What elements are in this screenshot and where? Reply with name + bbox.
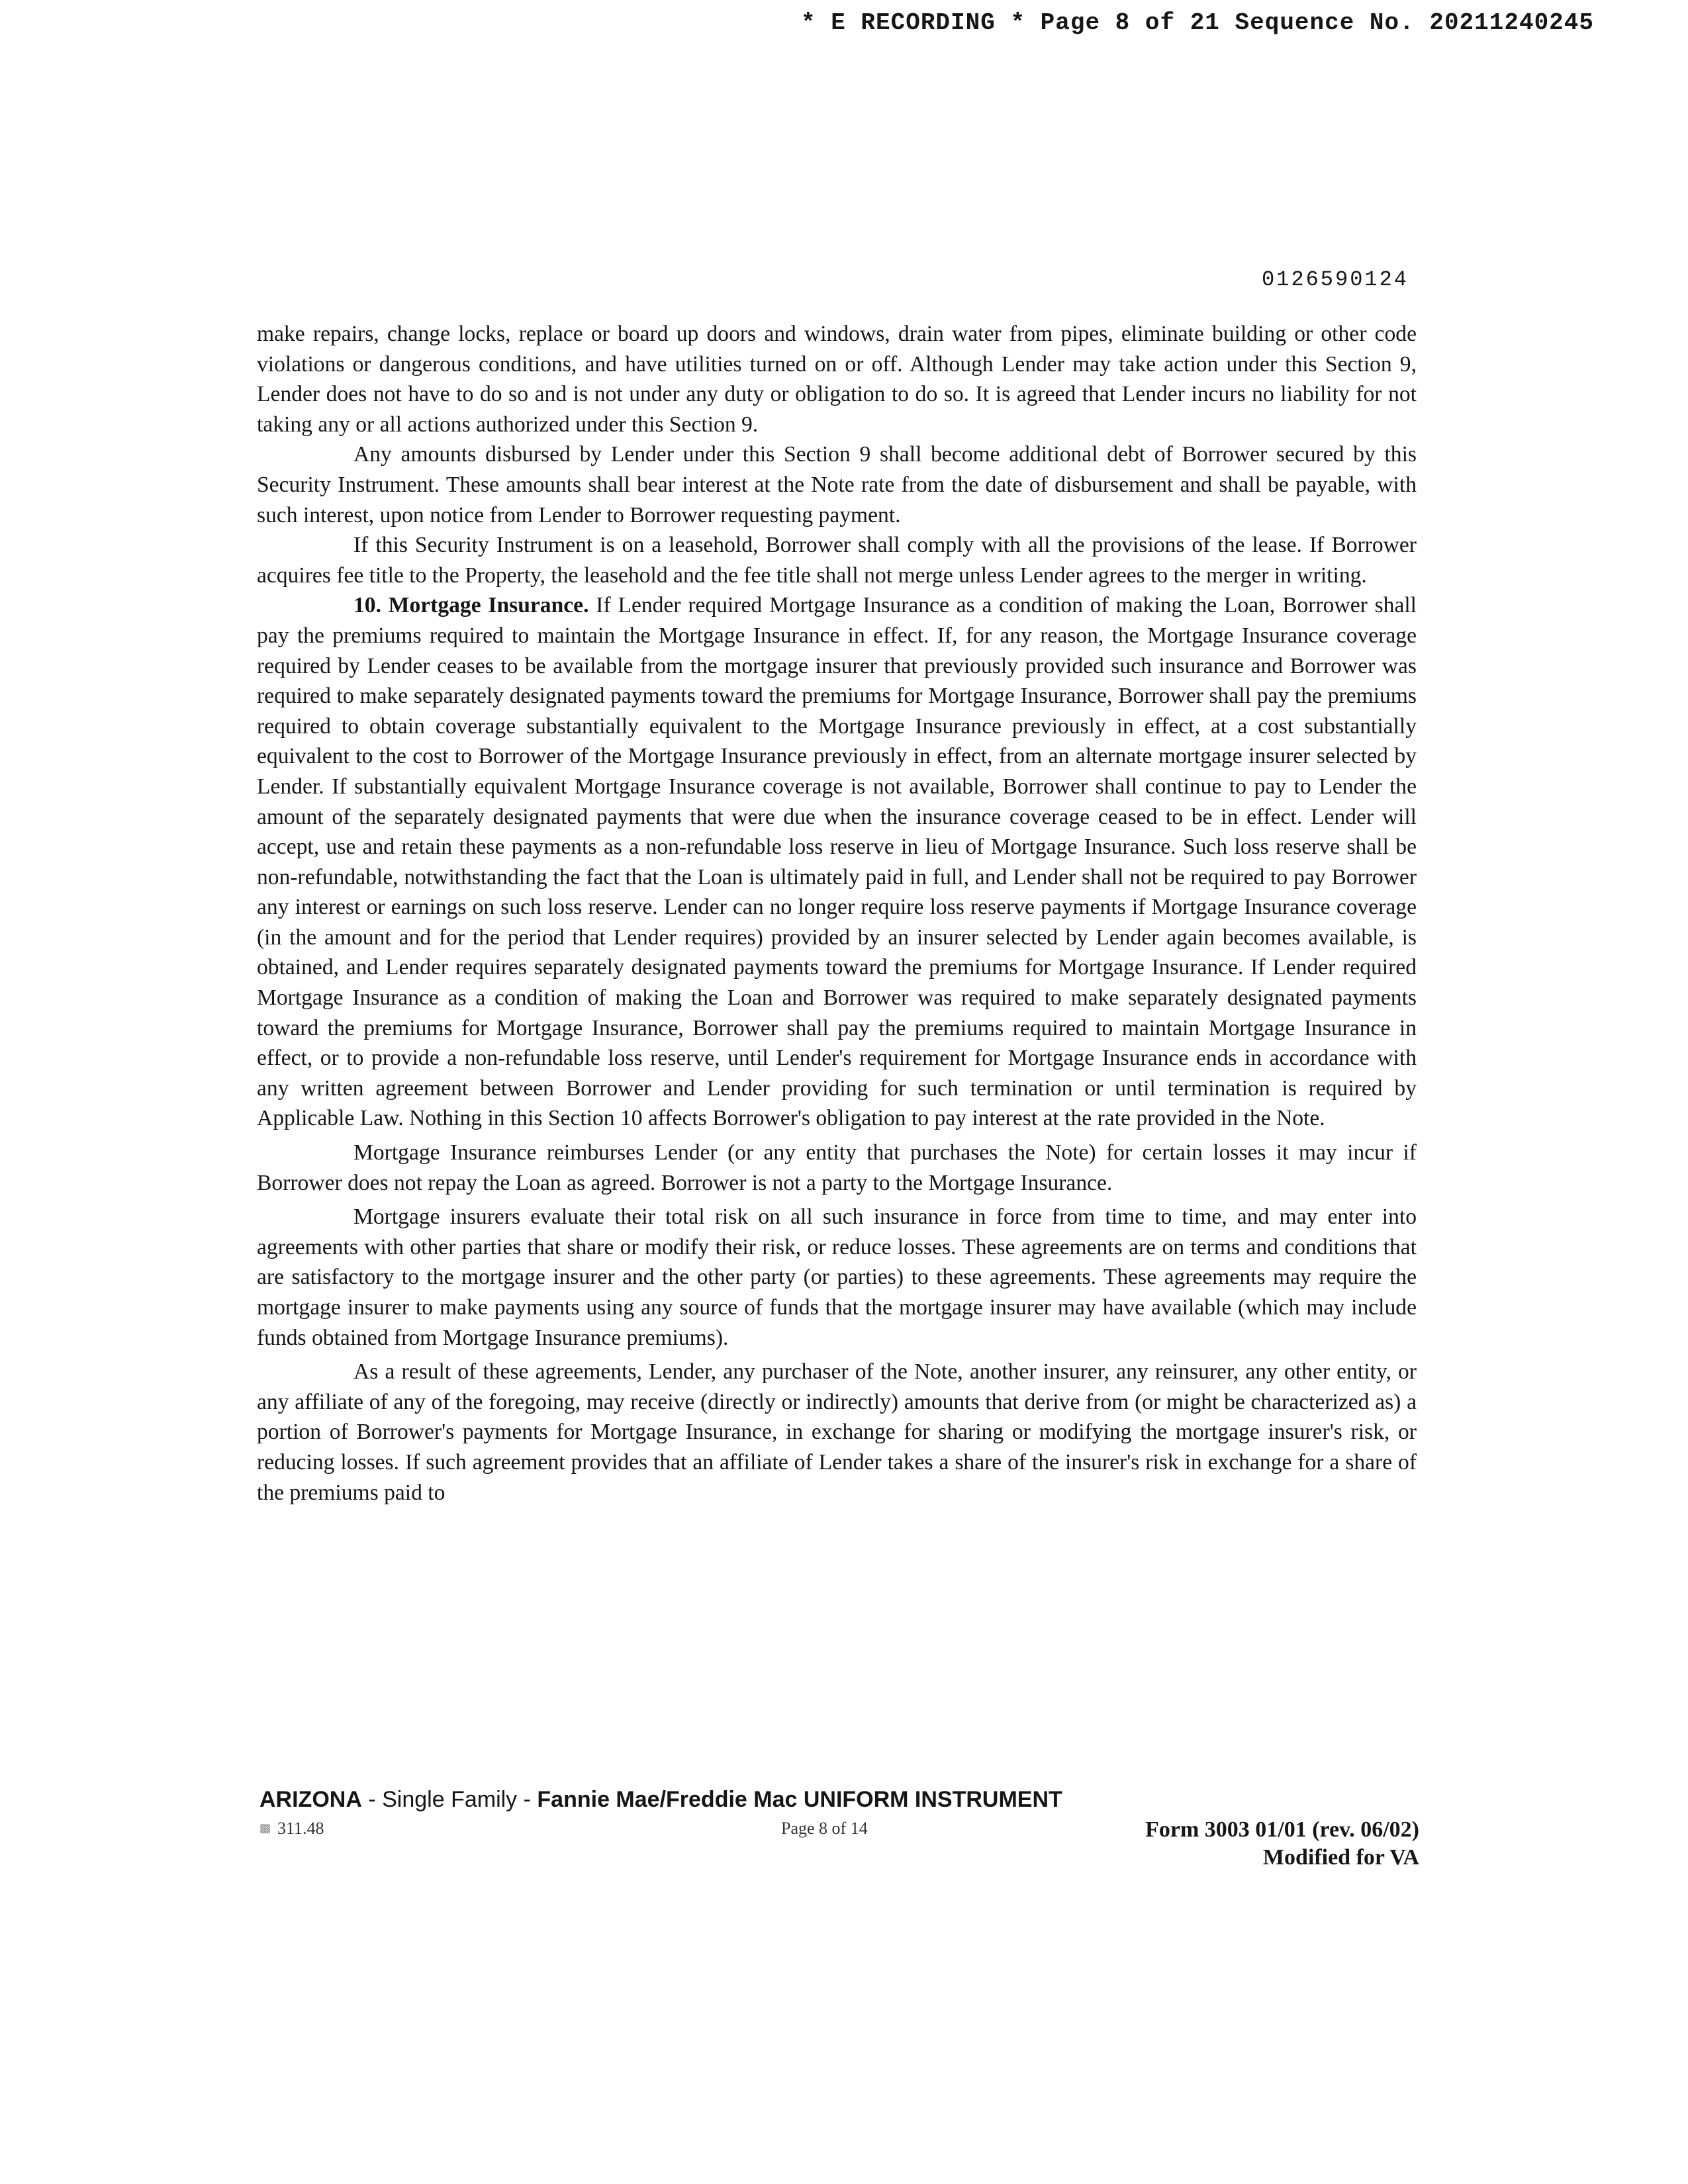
section-10-text: If Lender required Mortgage Insurance as a condition of making the Loan, Borrower shall pay the premiums required to maintain the Mortgage Insurance in effect. If, for any reason, the Mortgage Insurance coverage required by Lender ceases to be available from the mortgage insurer that previously provided such insurance and Borrower was required to make separately designated payments toward the premiums for Mortgage Insurance, Borrower shall pay the premiums required to obtain coverage substantially equivalent to the Mortgage Insurance previously in effect, at a cost substantially equivalent to the cost to Borrower of the Mortgage Insurance previously in effect, from an alternate mortgage insurer selected by Lender. If substantially equivalent Mortgage Insurance coverage is not available, Borrower shall continue to pay to Lender the amount of the separately designated payments that were due when the insurance coverage ceased to be in effect. Lender will accept, use and retain these payments as a non-refundable loss reserve in lieu of Mortgage Insurance. Such loss reserve shall be non-refundable, notwithstanding the fact that the Loan is ultimately paid in full, and Lender shall not be required to pay Borrower any interest or earnings on such loss reserve. Lender can no longer require loss reserve payments if Mortgage Insurance coverage (in the amount and for the period that Lender requires) provided by an insurer selected by Lender again becomes available, is obtained, and Lender requires separately designated payments toward the premiums for Mortgage Insurance. If Lender required Mortgage Insurance as a condition of making the Loan and Borrower was required to make separately designated payments toward the premiums for Mortgage Insurance, Borrower shall pay the premiums required to maintain Mortgage Insurance in effect, or to provide a non-refundable loss reserve, until Lender's requirement for Mortgage Insurance ends in accordance with any written agreement between Borrower and Lender providing for such termination or until termination is required by Applicable Law. Nothing in this Section 10 affects Borrower's obligation to pay interest at the rate provided in the Note. [257, 593, 1417, 1131]
section-10-paragraph [257, 590, 1417, 1134]
footer-separator: - [517, 1787, 538, 1812]
footer-modified: Modified for VA [1262, 1845, 1419, 1870]
paragraph-6: Mortgage insurers evaluate their total risk on all such insurance in force from time to time, and may enter into agreements with other parties that share or modify their risk, or reduce losses. These agreements are on terms and conditions that are satisfactory to the mortgage insurer and the other party (or parties) to these agreements. These agreements may require the mortgage insurer to make payments using any source of funds that the mortgage insurer may have available (which may include funds obtained from Mortgage Insurance premiums). [257, 1205, 1417, 1350]
document-body [257, 319, 1417, 1508]
page-footer [259, 1787, 1419, 1893]
paragraph-3: If this Security Instrument is on a leasehold, Borrower shall comply with all the provisions of the lease. If Borrower acquires fee title to the Property, the leasehold and the fee title shall not merge unless Lender agrees to the merger in writing. [257, 533, 1417, 588]
footer-title [259, 1787, 1062, 1813]
paragraph-1: make repairs, change locks, replace or board up doors and windows, drain water from pipes, eliminate building or other code violations or dangerous conditions, and have utilities turned on or off. Although Lender may take action under this Section 9, Lender does not have to do so and is not under any duty or obligation to do so. It is agreed that Lender incurs no liability for not taking any or all actions authorized under this Section 9. [257, 322, 1417, 437]
footer-family: Single Family [382, 1787, 518, 1812]
form-code-icon: ▩ [259, 1821, 271, 1835]
recording-header: * E RECORDING * Page 8 of 21 Sequence No. 20211240245 [801, 9, 1594, 36]
footer-form-number: Form 3003 01/01 (rev. 06/02) [1145, 1817, 1419, 1842]
footer-separator: - [361, 1787, 383, 1812]
section-10-heading: 10. Mortgage Insurance. [353, 593, 589, 618]
footer-instrument: Fannie Mae/Freddie Mac UNIFORM INSTRUMENT [537, 1787, 1062, 1812]
footer-page-number: Page 8 of 14 [781, 1819, 868, 1838]
footer-form-code [259, 1819, 324, 1839]
paragraph-7: As a result of these agreements, Lender, any purchaser of the Note, another insurer, any reinsurer, any other entity, or any affiliate of any of the foregoing, may receive (directly or indirectly) amounts that derive from (or might be characterized as) a portion of Borrower's payments for Mortgage Insurance, in exchange for sharing or modifying the mortgage insurer's risk, or reducing losses. If such agreement provides that an affiliate of Lender takes a share of the insurer's risk in exchange for a share of the premiums paid to [257, 1359, 1417, 1505]
footer-state: ARIZONA [259, 1787, 362, 1812]
footer-code-number: 311.48 [277, 1819, 324, 1838]
paragraph-5: Mortgage Insurance reimburses Lender (or any entity that purchases the Note) for certain losses it may incur if Borrower does not repay the Loan as agreed. Borrower is not a party to the Mortgage Insurance. [257, 1140, 1417, 1195]
paragraph-2: Any amounts disbursed by Lender under this Section 9 shall become additional debt of Borrower secured by this Security Instrument. These amounts shall bear interest at the Note rate from the date of disbursement and shall be payable, with such interest, upon notice from Lender to Borrower requesting payment. [257, 442, 1417, 527]
footer-form-info [1145, 1816, 1419, 1872]
loan-number: 0126590124 [1261, 267, 1409, 292]
